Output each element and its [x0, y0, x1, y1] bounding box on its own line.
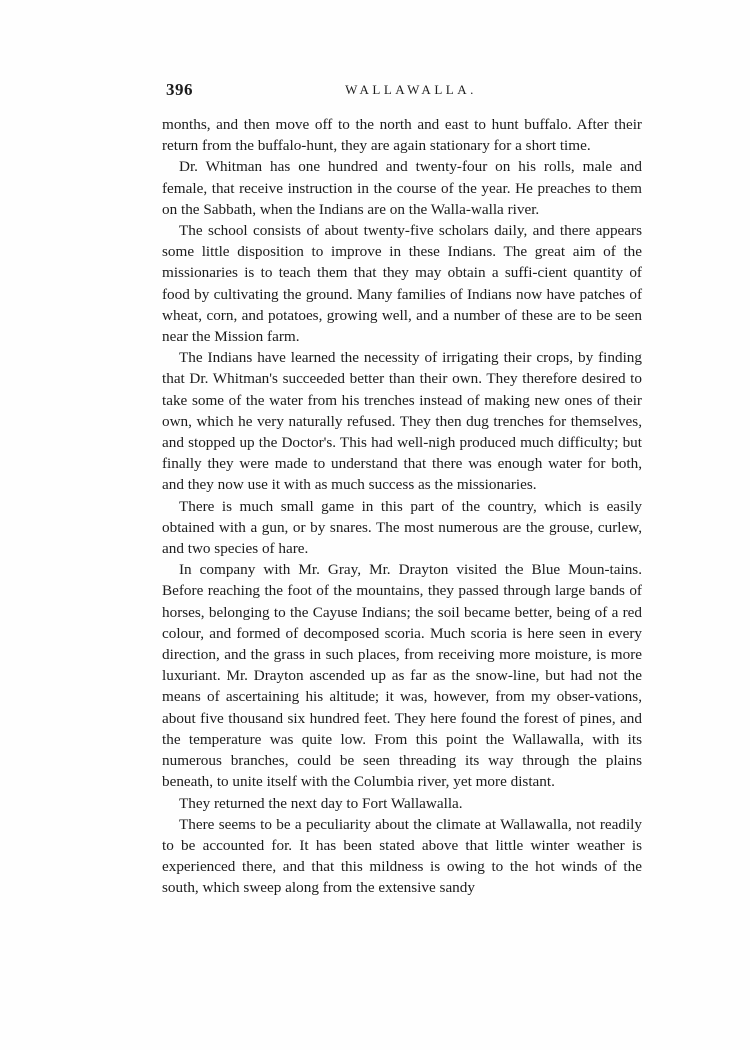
body-text	[162, 114, 642, 899]
paragraph-8: There seems to be a peculiarity about the climate at Wallawalla, not readily to be accounted for. It has been stated above that little winter weather is experienced there, and that this mildness is owing to the hot winds of the south, which sweep along from the extensive sandy	[162, 815, 642, 897]
paragraph-1: months, and then move off to the north and east to hunt buffalo. After their return from the buffalo-hunt, they are again stationary for a short time.	[162, 116, 642, 155]
paragraph-4: The Indians have learned the necessity of irrigating their crops, by finding that Dr. Whitman's succeeded better than their own. They therefore desired to take some of the water from his trenches instead of making new ones of their own, which he very naturally refused. They then dug trenches for themselves, and stopped up the Doctor's. This had well-nigh produced much difficulty; but finally they were made to understand that there was enough water for both, and they now use it with as much success as the missionaries.	[162, 349, 642, 494]
page-number: 396	[166, 80, 193, 99]
page-header	[166, 80, 656, 104]
paragraph-3: The school consists of about twenty-five scholars daily, and there appears some little disposition to improve in these Indians. The great aim of the missionaries is to teach them that they may obtain a suffi-cient quantity of food by cultivating the ground. Many families of Indians now have patches of wheat, corn, and potatoes, growing well, and a number of these are to be seen near the Mission farm.	[162, 222, 642, 346]
paragraph-7: They returned the next day to Fort Wallawalla.	[179, 794, 463, 812]
paragraph-5: There is much small game in this part of the country, which is easily obtained with a gun, or by snares. The most numerous are the grouse, curlew, and two species of hare.	[162, 497, 642, 558]
paragraph-6: In company with Mr. Gray, Mr. Drayton visited the Blue Moun-tains. Before reaching the foot of the mountains, they passed through large bands of horses, belonging to the Cayuse Indians; the soil became better, being of a red colour, and formed of decomposed scoria. Much scoria is here seen in every direction, and the grass in such places, from receiving more moisture, is more luxuriant. Mr. Drayton ascended up as far as the snow-line, but had not the means of ascertaining his altitude; it was, however, from my obser-vations, about five thousand six hundred feet. They here found the forest of pines, and the temperature was quite low. From this point the Wallawalla, with its numerous branches, could be seen threading its way through the plains beneath, to unite itself with the Columbia river, yet more distant.	[162, 561, 642, 791]
paragraph-2: Dr. Whitman has one hundred and twenty-four on his rolls, male and female, that receive instruction in the course of the year. He preaches to them on the Sabbath, when the Indians are on the Walla-walla river.	[162, 158, 642, 218]
running-head: WALLAWALLA.	[345, 82, 477, 97]
